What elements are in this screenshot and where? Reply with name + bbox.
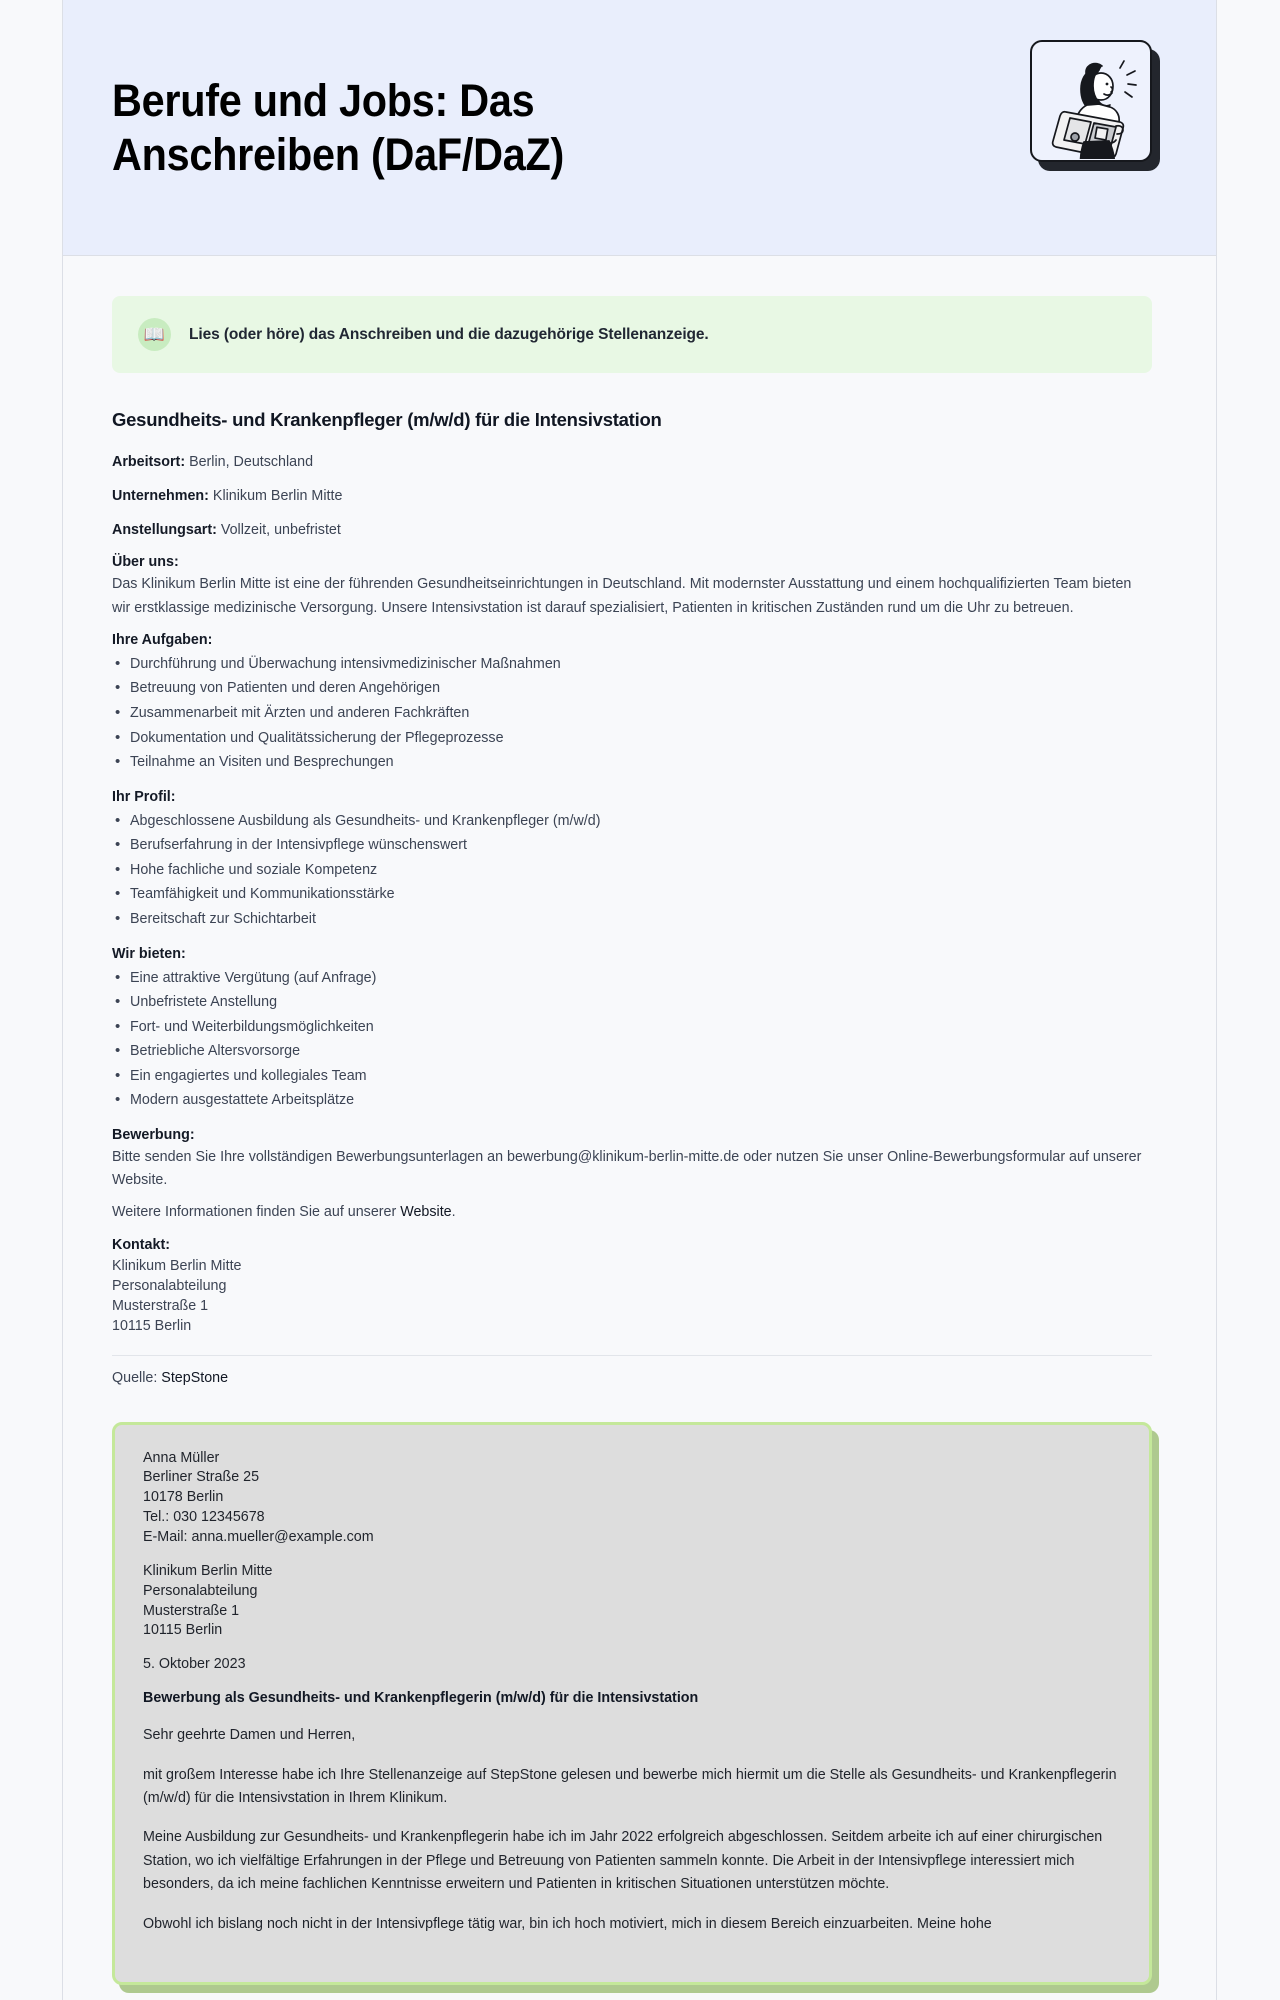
page-header: [63, 0, 1217, 256]
more-info-paragraph: [112, 1201, 1152, 1224]
sender-line: Berliner Straße 25: [143, 1469, 260, 1486]
sender-line: 10178 Berlin: [143, 1489, 224, 1506]
page-content: [63, 256, 1217, 2000]
meta-value-arbeitsort: Berlin, Deutschland: [189, 454, 314, 470]
contact-line: Personalabteilung: [112, 1277, 227, 1294]
meta-label-anstellungsart: Anstellungsart:: [112, 522, 217, 539]
website-link[interactable]: Website: [400, 1204, 452, 1221]
instruction-text: Lies (oder höre) das Anschreiben und die dazugehörige Stellenanzeige.: [189, 325, 709, 343]
letter-salutation: Sehr geehrte Damen und Herren,: [143, 1727, 356, 1744]
letter-sender-block: [143, 1449, 1121, 1548]
cover-letter-card: [112, 1422, 1152, 1986]
page-rail-left: [62, 0, 63, 2000]
meta-value-unternehmen: Klinikum Berlin Mitte: [212, 488, 343, 505]
list-item: • Fort- und Weiterbildungsmöglichkeiten: [112, 1015, 1152, 1040]
letter-date: 5. Oktober 2023: [143, 1656, 246, 1673]
list-item: • Hohe fachliche und soziale Kompetenz: [112, 858, 1152, 883]
list-item: • Bereitschaft zur Schichtarbeit: [112, 907, 1152, 932]
about-paragraph: Das Klinikum Berlin Mitte ist eine der führenden Gesundheitseinrichtungen in Deutschland. Mit modernster Ausstattung und einem hochqualifizierten Team bieten wir erstklassige medizinische Versorgung. Unsere Intensivstation ist darauf spezialisiert, Patienten in kritischen Zuständen rund um die Uhr zu betreuen.: [112, 576, 1132, 616]
section-heading-tasks: Ihre Aufgaben:: [112, 631, 213, 648]
list-item: • Zusammenarbeit mit Ärzten und anderen Fachkräften: [112, 701, 1152, 726]
contact-block: [112, 1256, 1152, 1337]
list-item: • Durchführung und Überwachung intensivmedizinischer Maßnahmen: [112, 652, 1152, 677]
meta-label-unternehmen: Unternehmen:: [112, 488, 209, 505]
page-rail-right: [1216, 0, 1217, 2000]
woman-carrying-briefcase-icon: [1032, 42, 1149, 159]
list-item: • Eine attraktive Vergütung (auf Anfrage): [112, 966, 1152, 991]
section-heading-about: Über uns:: [112, 554, 179, 571]
recipient-line: Personalabteilung: [143, 1583, 258, 1599]
letter-paragraph: Meine Ausbildung zur Gesundheits- und Krankenpflegerin habe ich im Jahr 2022 erfolgreich abgeschlossen. Seitdem arbeite ich auf einer chirurgischen Station, wo ich vielfältige Erfahrungen in der Pflege und Betreuung von Patienten sammeln konnte. Die Arbeit in der Intensivpflege interessiert mich besonders, da ich meine fachlichen Kenntnisse erweitern und Patienten in kritischen Situationen unterstützen möchte.: [143, 1829, 1103, 1893]
list-item: • Ein engagiertes und kollegiales Team: [112, 1064, 1152, 1089]
list-item: • Teamfähigkeit und Kommunikationsstärke: [112, 882, 1152, 907]
sender-line: Tel.: 030 12345678: [143, 1508, 265, 1525]
section-divider: [112, 1355, 1152, 1356]
page-title: Berufe und Jobs: Das Anschreiben (DaF/DaZ): [112, 75, 564, 180]
recipient-line: 10115 Berlin: [143, 1622, 223, 1639]
section-heading-profile: Ihr Profil:: [112, 788, 176, 805]
contact-line: 10115 Berlin: [112, 1318, 192, 1335]
cover-letter-card-wrap: [112, 1422, 1152, 1986]
recipient-line: Musterstraße 1: [143, 1602, 240, 1619]
more-info-suffix: .: [451, 1204, 456, 1221]
section-heading-offer: Wir bieten:: [112, 945, 186, 962]
list-item: • Modern ausgestattete Arbeitsplätze: [112, 1088, 1152, 1113]
source-prefix: Quelle:: [112, 1369, 162, 1386]
tasks-list: [112, 652, 1152, 775]
letter-paragraph: mit großem Interesse habe ich Ihre Stellenanzeige auf StepStone gelesen und bewerbe mich hiermit um die Stelle als Gesundheits- und Krankenpflegerin (m/w/d) für die Intensivstation in Ihrem Klinikum.: [143, 1766, 1117, 1807]
meta-label-arbeitsort: Arbeitsort:: [112, 454, 186, 470]
letter-subject: Bewerbung als Gesundheits- und Krankenpflegerin (m/w/d) für die Intensivstation: [143, 1690, 699, 1707]
job-meta-arbeitsort: [112, 451, 1152, 474]
list-item: • Abgeschlossene Ausbildung als Gesundheits- und Krankenpfleger (m/w/d): [112, 809, 1152, 834]
list-item: • Unbefristete Anstellung: [112, 990, 1152, 1015]
illustration-card: [1030, 40, 1152, 162]
sender-line: E-Mail: anna.mueller@example.com: [143, 1528, 374, 1545]
section-heading-application: Bewerbung:: [112, 1127, 195, 1144]
profile-list: [112, 809, 1152, 932]
list-item: • Berufserfahrung in der Intensivpflege wünschenswert: [112, 833, 1152, 858]
section-heading-contact: Kontakt:: [112, 1236, 170, 1253]
more-info-prefix: Weitere Informationen finden Sie auf unserer: [112, 1204, 401, 1221]
job-meta-unternehmen: [112, 485, 1152, 508]
letter-recipient-block: [143, 1562, 1121, 1641]
source-line: [112, 1370, 1152, 1386]
instruction-callout: [112, 296, 1152, 373]
list-item: • Betriebliche Altersvorsorge: [112, 1039, 1152, 1064]
contact-line: Klinikum Berlin Mitte: [112, 1257, 242, 1274]
header-illustration-card: [1030, 40, 1160, 170]
list-item: • Betreuung von Patienten und deren Angehörigen: [112, 676, 1152, 701]
letter-paragraph: Obwohl ich bislang noch nicht in der Intensivpflege tätig war, bin ich hoch motiviert, mich in diesem Bereich einzuarbeiten. Meine hohe: [143, 1915, 992, 1932]
recipient-line: Klinikum Berlin Mitte: [143, 1563, 273, 1580]
open-book-icon: 📖: [138, 318, 171, 351]
list-item: • Teilnahme an Visiten und Besprechungen: [112, 750, 1152, 775]
meta-value-anstellungsart: Vollzeit, unbefristet: [220, 522, 341, 539]
stepstone-link[interactable]: StepStone: [161, 1369, 229, 1386]
offer-list: [112, 966, 1152, 1113]
list-item: • Dokumentation und Qualitätssicherung der Pflegeprozesse: [112, 726, 1152, 751]
application-paragraph: Bitte senden Sie Ihre vollständigen Bewerbungsunterlagen an bewerbung@klinikum-berlin-mitte.de oder nutzen Sie unser Online-Bewerbungsformular auf unserer Website.: [112, 1149, 1142, 1189]
contact-line: Musterstraße 1: [112, 1298, 209, 1315]
job-meta-anstellungsart: [112, 519, 1152, 542]
job-ad-title: Gesundheits- und Krankenpfleger (m/w/d) für die Intensivstation: [112, 409, 662, 430]
sender-line: Anna Müller: [143, 1449, 220, 1466]
